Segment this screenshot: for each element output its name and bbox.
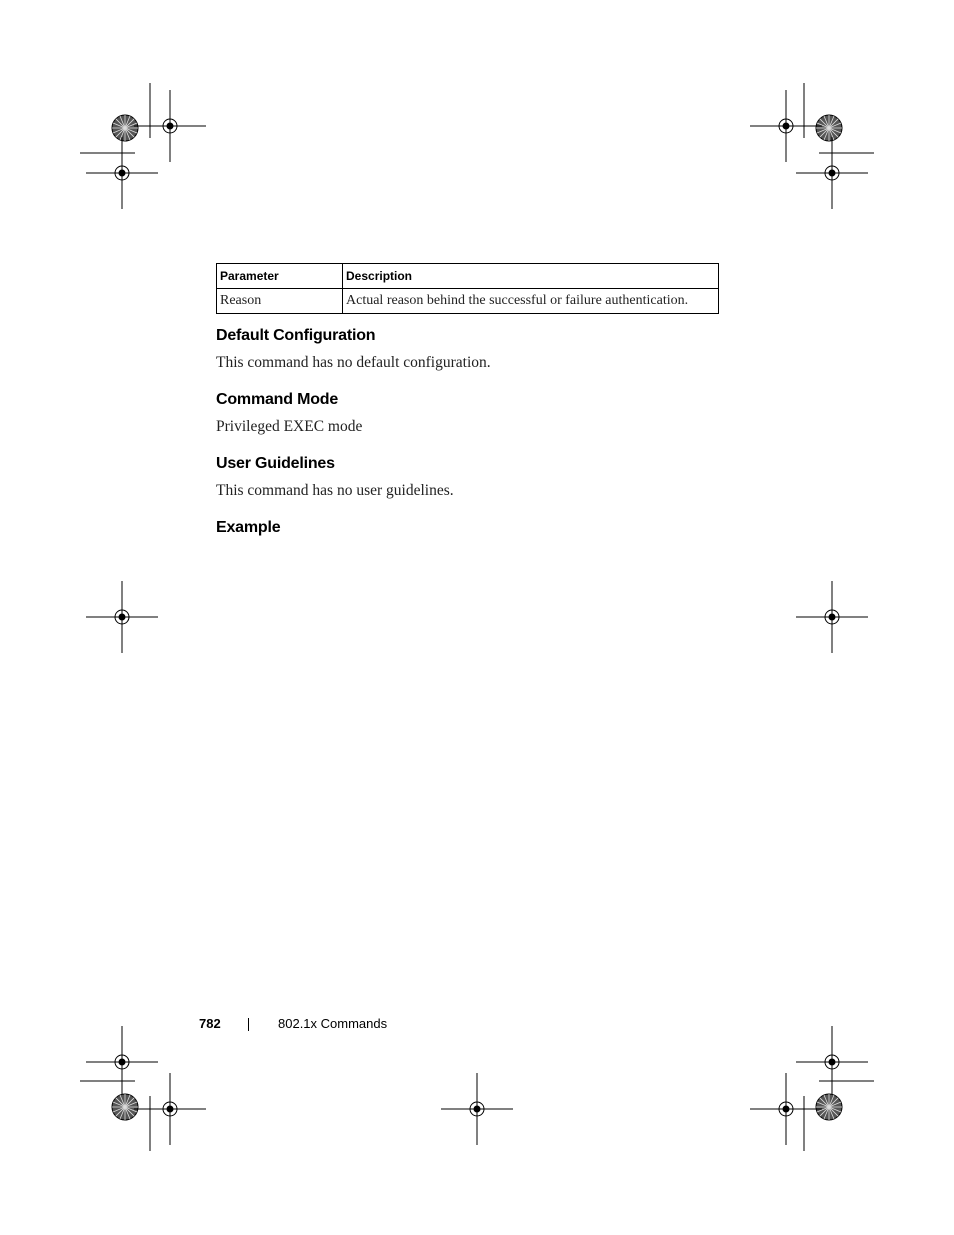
table-cell-description: Actual reason behind the successful or failure authentication. [343,289,719,314]
table-header-parameter: Parameter [217,264,343,289]
table-cell-parameter: Reason [217,289,343,314]
command-mode-heading: Command Mode [216,391,339,408]
page-number: 782 [199,1016,221,1031]
user-guidelines-text: This command has no user guidelines. [216,482,454,499]
command-mode-text: Privileged EXEC mode [216,418,363,435]
table-header-description: Description [343,264,719,289]
parameter-table [216,263,719,314]
default-configuration-text: This command has no default configuration. [216,354,491,371]
example-heading: Example [216,519,281,536]
table-row [217,289,719,314]
footer-divider [248,1018,249,1031]
user-guidelines-heading: User Guidelines [216,455,335,472]
footer-section-title: 802.1x Commands [278,1016,388,1031]
table-header-row [217,264,719,289]
default-configuration-heading: Default Configuration [216,327,376,344]
